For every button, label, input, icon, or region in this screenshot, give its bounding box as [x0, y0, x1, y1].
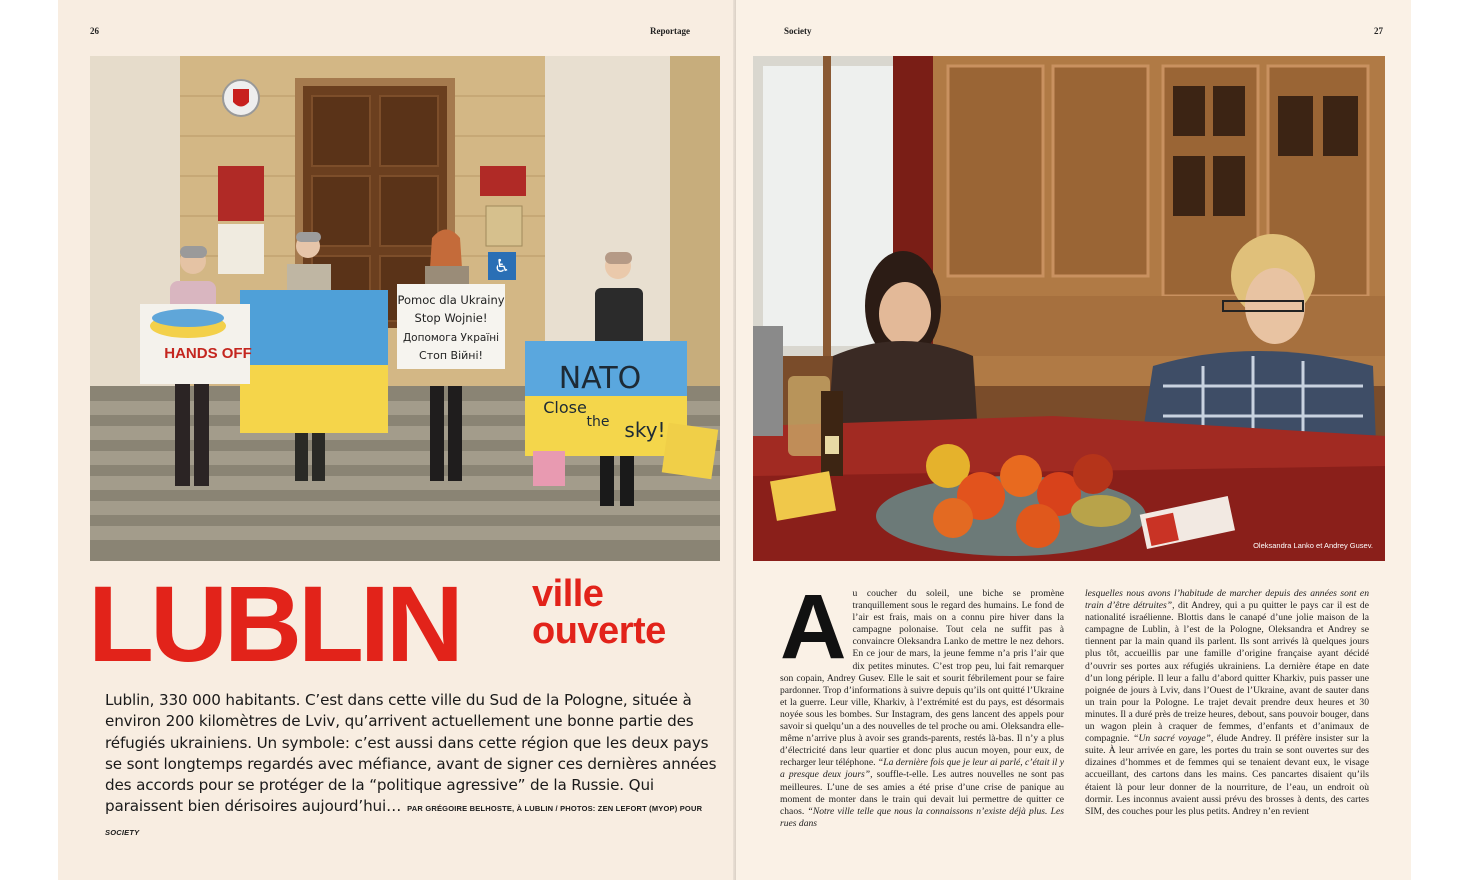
page-number-left: 26: [90, 26, 99, 36]
byline-text: PAR GRÉGOIRE BELHOSTE, À LUBLIN / PHOTOS: ZEN LEFORT (MYOP) POUR: [407, 804, 703, 814]
sign-pomoc-line4: Стоп Війні!: [419, 349, 483, 362]
col1-paragraph: u coucher du soleil, une biche se promène tranquillement sous le regard des humains. Le fond de l’air est frais, mais on a connu pire hiver dans la campagne polonaise. Tout cela ne suffit pas à convaincre Oleksandra Lanko de mettre le nez dehors. En ce jour de mars, la jeune femme n’a pris l’air que dix petites minutes. C’est trop peu, lui fait remarquer son copain, Andrey Gusev. Elle le sait et sourit fébrilement pour se faire pardonner. Trop d’informations à suivre depuis qu’ils ont quitté l’Ukraine et la guerre. Leur ville, Kharkiv, à l’extrémité est du pays, est désormais noyée sous les bombes. Sur Instagram, des gens lancent des appels pour savoir si quelqu’un a des nouvelles de tel proche ou ami. Oleksandra elle-même n’arrive plus à avoir ses grands-parents, restés là-bas. Il n’y a plus d’électricité dans leur quartier et donc plus aucun moyen, pour eux, de recharger leur téléphone.: [780, 588, 1064, 769]
headline-sub: [532, 573, 666, 652]
sign-hands-off: HANDS OFF: [164, 345, 252, 362]
col1-paragraph-2: , souffle-t-elle. Les autres nouvelles ne sont pas meilleures. L’une de ses amies a été prise d’une crise de panique au moment de monter dans le train qui devait lui permettre de quitter ce chaos.: [780, 769, 1064, 817]
standfirst-text: Lublin, 330 000 habitants. C’est dans cette ville du Sud de la Pologne, située à environ 200 kilomètres de Lviv, qu’arrivent actuellement une bonne partie des réfugiés ukrainiens. Un symbole: c’est aussi dans cette région que les deux pays se sont longtemps regardés avec méfiance, avant de signer ces dernières années des accords pour se protéger de la “politique agressive” de la Russie. Qui paraissent bien dérisoires aujourd’hui…: [105, 691, 717, 816]
section-label-left: Reportage: [650, 26, 690, 36]
headline-sub-line1: ville: [532, 573, 604, 615]
sign-sky: sky!: [624, 418, 666, 442]
right-page: [736, 0, 1411, 880]
interior-photo: [753, 56, 1385, 561]
standfirst: [105, 690, 717, 843]
sign-nato: NATO: [558, 361, 642, 396]
article-column-2: [1085, 588, 1369, 818]
col1-quote-2: “Notre ville telle que nous la connaissons n’existe déjà plus. Les rues dans: [780, 805, 1064, 829]
col2-quote-1: lesquelles nous avons l’habitude de marcher depuis des années sont en train d’être détruites”: [1085, 588, 1369, 612]
sign-pomoc-line3: Допомога Україні: [402, 332, 500, 344]
headline-main: LUBLIN: [88, 563, 460, 684]
column-2-text: [1085, 588, 1369, 818]
svg-text:♿: ♿: [493, 256, 511, 277]
page-number-right: 27: [1374, 26, 1383, 36]
col2-paragraph-2: , élude Andrey. Il préfère insister sur la suite. À leur arrivée en gare, les portes du train se sont ouvertes sur des dizaines d’hommes et de femmes qui se tenaient devant eux, le visage accueillant, des cartons dans les mains. Ces pancartes disaient qu’ils étaient là pour leur donner de la nourriture, de l’eau, un endroit où dormir. Les inconnus avaient aussi prévu des brosses à dents, des cartes SIM, des couches pour les plus petits. Andrey n’en revient: [1085, 733, 1370, 817]
left-page: [58, 0, 736, 880]
sign-the: the: [586, 414, 610, 430]
byline-magazine: SOCIETY: [105, 827, 140, 837]
protest-photo-illustration: [90, 56, 720, 561]
sign-pomoc-line1: Pomoc dla Ukrainy: [397, 293, 505, 307]
drop-cap: A: [780, 576, 847, 678]
sign-pomoc-line2: Stop Wojnie!: [414, 311, 488, 325]
photo-caption: Oleksandra Lanko et Andrey Gusev.: [1253, 541, 1373, 550]
headline-sub-line2: ouverte: [532, 610, 666, 652]
col1-quote-1: “La dernière fois que je leur ai parlé, c’était il y a presque deux jours”: [780, 757, 1064, 781]
interior-photo-illustration: [753, 56, 1385, 561]
section-label-right: Society: [784, 26, 812, 36]
col2-paragraph-1: , dit Andrey, qui a pu quitter le pays car il est de nationalité israélienne. Blottis dans le canapé d’une jolie maison de la campagne de Lublin, à l’est de la Pologne, Oleksandra et Andrey se tiennent par la main quand ils parlent. Ils sont arrivés là quelques jours plus tôt, accueillis par une famille d’origine française ayant décidé d’ouvrir ses portes aux réfugiés ukrainiens. La dernière étape en date d’un long périple. Il leur a fallu d’abord quitter Kharkiv, puis passer une poignée de jours à Lviv, dans l’Ouest de l’Ukraine, avant de sauter dans un train pour la Pologne. Le trajet devait prendre deux heures et 30 minutes. Il a duré près de treize heures, debout, sans pouvoir bouger, dans un wagon plein à craquer de femmes, d’enfants et d’animaux de compagnie.: [1085, 600, 1369, 745]
protest-photo: [90, 56, 720, 561]
sign-close: Close: [543, 398, 587, 417]
col2-quote-2: “Un sacré voyage”: [1133, 733, 1211, 745]
article-column-1: [780, 576, 1064, 830]
